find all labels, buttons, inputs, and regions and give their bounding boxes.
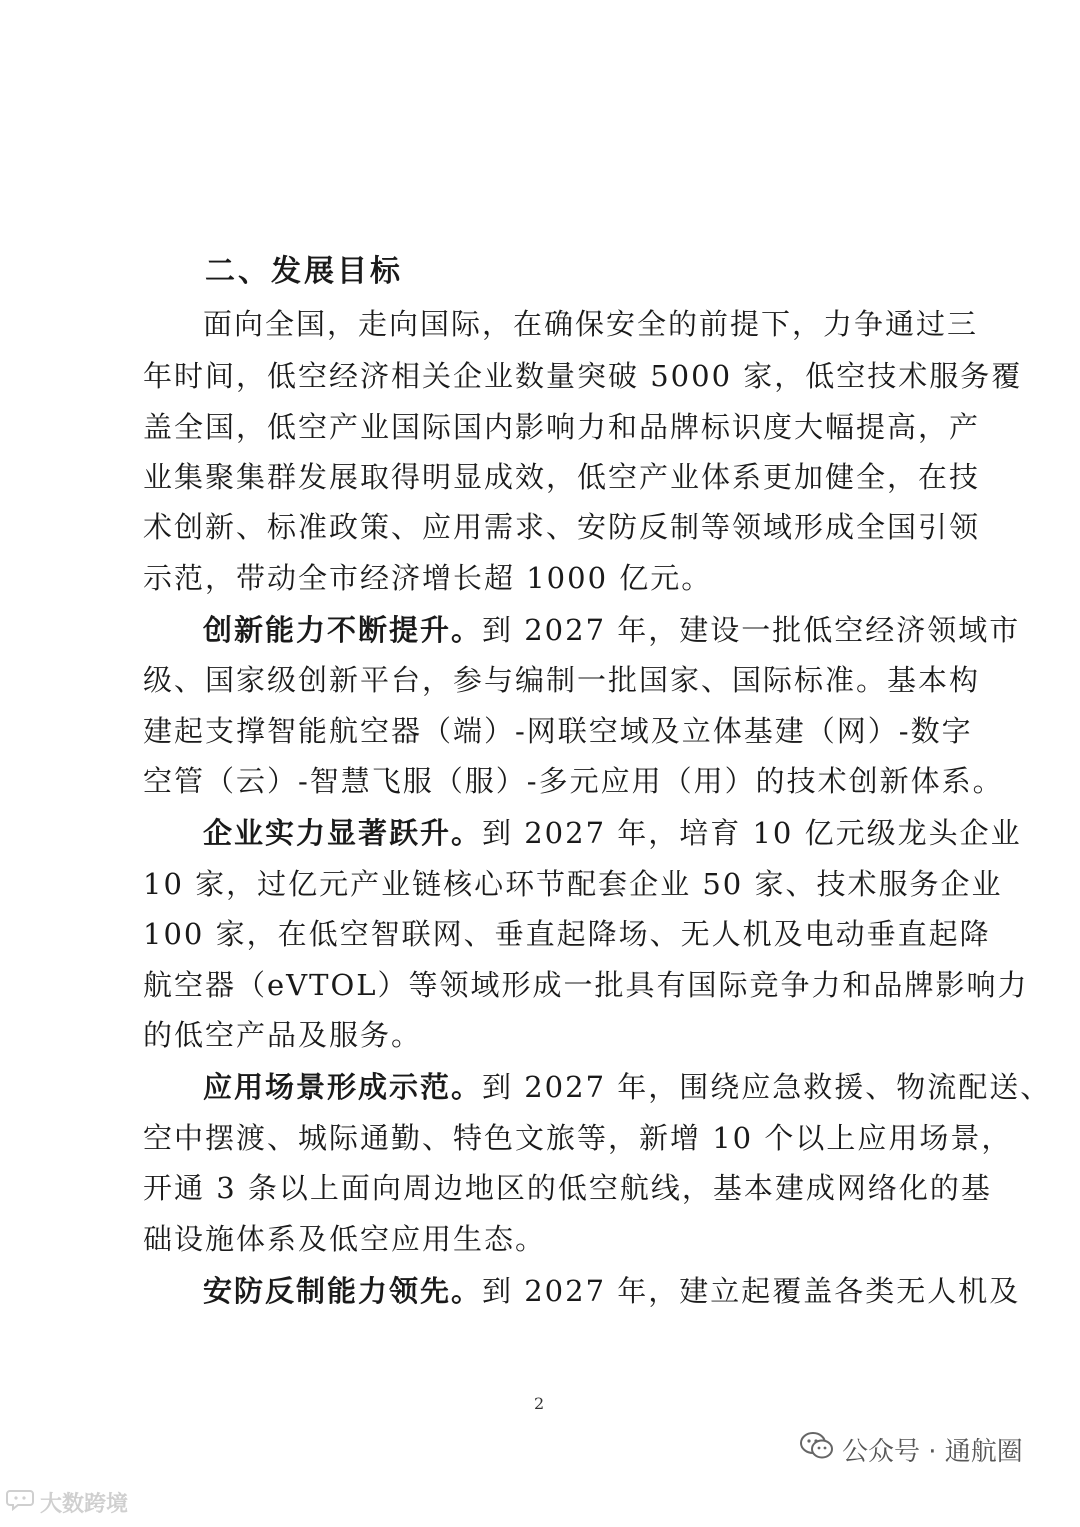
- section-heading: 二、发展目标: [205, 254, 403, 289]
- watermark-left-text: 大数跨境: [40, 1491, 129, 1517]
- security-lead: 安防反制能力领先。: [203, 1274, 483, 1308]
- paragraph-line: 示范，带动全市经济增长超 1000 亿元。: [143, 561, 713, 595]
- paragraph-line: 面向全国，走向国际，在确保安全的前提下，力争通过三: [203, 307, 979, 341]
- paragraph-line: 盖全国，低空产业国际国内影响力和品牌标识度大幅提高，产: [143, 410, 981, 444]
- page-number: 2: [534, 1394, 545, 1413]
- enterprise-lead: 企业实力显著跃升。: [203, 816, 483, 850]
- wechat-watermark: [800, 1429, 1023, 1469]
- paragraph-line: 年时间，低空经济相关企业数量突破 5000 家，低空技术服务覆: [143, 359, 1023, 393]
- brand-watermark: [6, 1488, 128, 1516]
- enterprise-text: 到 2027 年，培育 10 亿元级龙头企业: [482, 816, 1022, 850]
- wechat-icon: [800, 1431, 834, 1468]
- application-first-line: [203, 1070, 1051, 1104]
- paragraph-line: 的低空产品及服务。: [143, 1018, 423, 1052]
- chat-bubble-icon: [6, 1487, 34, 1517]
- paragraph-line: 航空器（eVTOL）等领域形成一批具有国际竞争力和品牌影响力: [143, 968, 1029, 1002]
- innovation-lead: 创新能力不断提升。: [203, 613, 483, 647]
- innovation-text: 到 2027 年，建设一批低空经济领域市: [482, 613, 1021, 647]
- paragraph-line: 业集聚集群发展取得明显成效，低空产业体系更加健全，在技: [143, 460, 981, 494]
- paragraph-line: 级、国家级创新平台，参与编制一批国家、国际标准。基本构: [143, 663, 981, 697]
- paragraph-line: 开通 3 条以上面向周边地区的低空航线，基本建成网络化的基: [143, 1171, 992, 1205]
- paragraph-line: 空中摆渡、城际通勤、特色文旅等，新增 10 个以上应用场景，: [143, 1121, 1013, 1155]
- paragraph-line: 10 家，过亿元产业链核心环节配套企业 50 家、技术服务企业: [143, 867, 1003, 901]
- paragraph-line: 础设施体系及低空应用生态。: [143, 1222, 547, 1256]
- security-text: 到 2027 年，建立起覆盖各类无人机及: [482, 1274, 1021, 1308]
- security-first-line: [203, 1274, 1020, 1308]
- watermark-right-text: 公众号 · 通航圈: [842, 1436, 1023, 1467]
- paragraph-line: 术创新、标准政策、应用需求、安防反制等领域形成全国引领: [143, 510, 981, 544]
- innovation-first-line: [203, 613, 1020, 647]
- paragraph-line: 100 家，在低空智联网、垂直起降场、无人机及电动垂直起降: [143, 917, 991, 951]
- application-text: 到 2027 年，围绕应急救援、物流配送、: [482, 1070, 1052, 1104]
- paragraph-line: 建起支撑智能航空器（端）-网联空域及立体基建（网）-数字: [143, 714, 973, 748]
- paragraph-line: 空管（云）-智慧飞服（服）-多元应用（用）的技术创新体系。: [143, 764, 1004, 798]
- application-lead: 应用场景形成示范。: [203, 1070, 483, 1104]
- enterprise-first-line: [203, 816, 1022, 850]
